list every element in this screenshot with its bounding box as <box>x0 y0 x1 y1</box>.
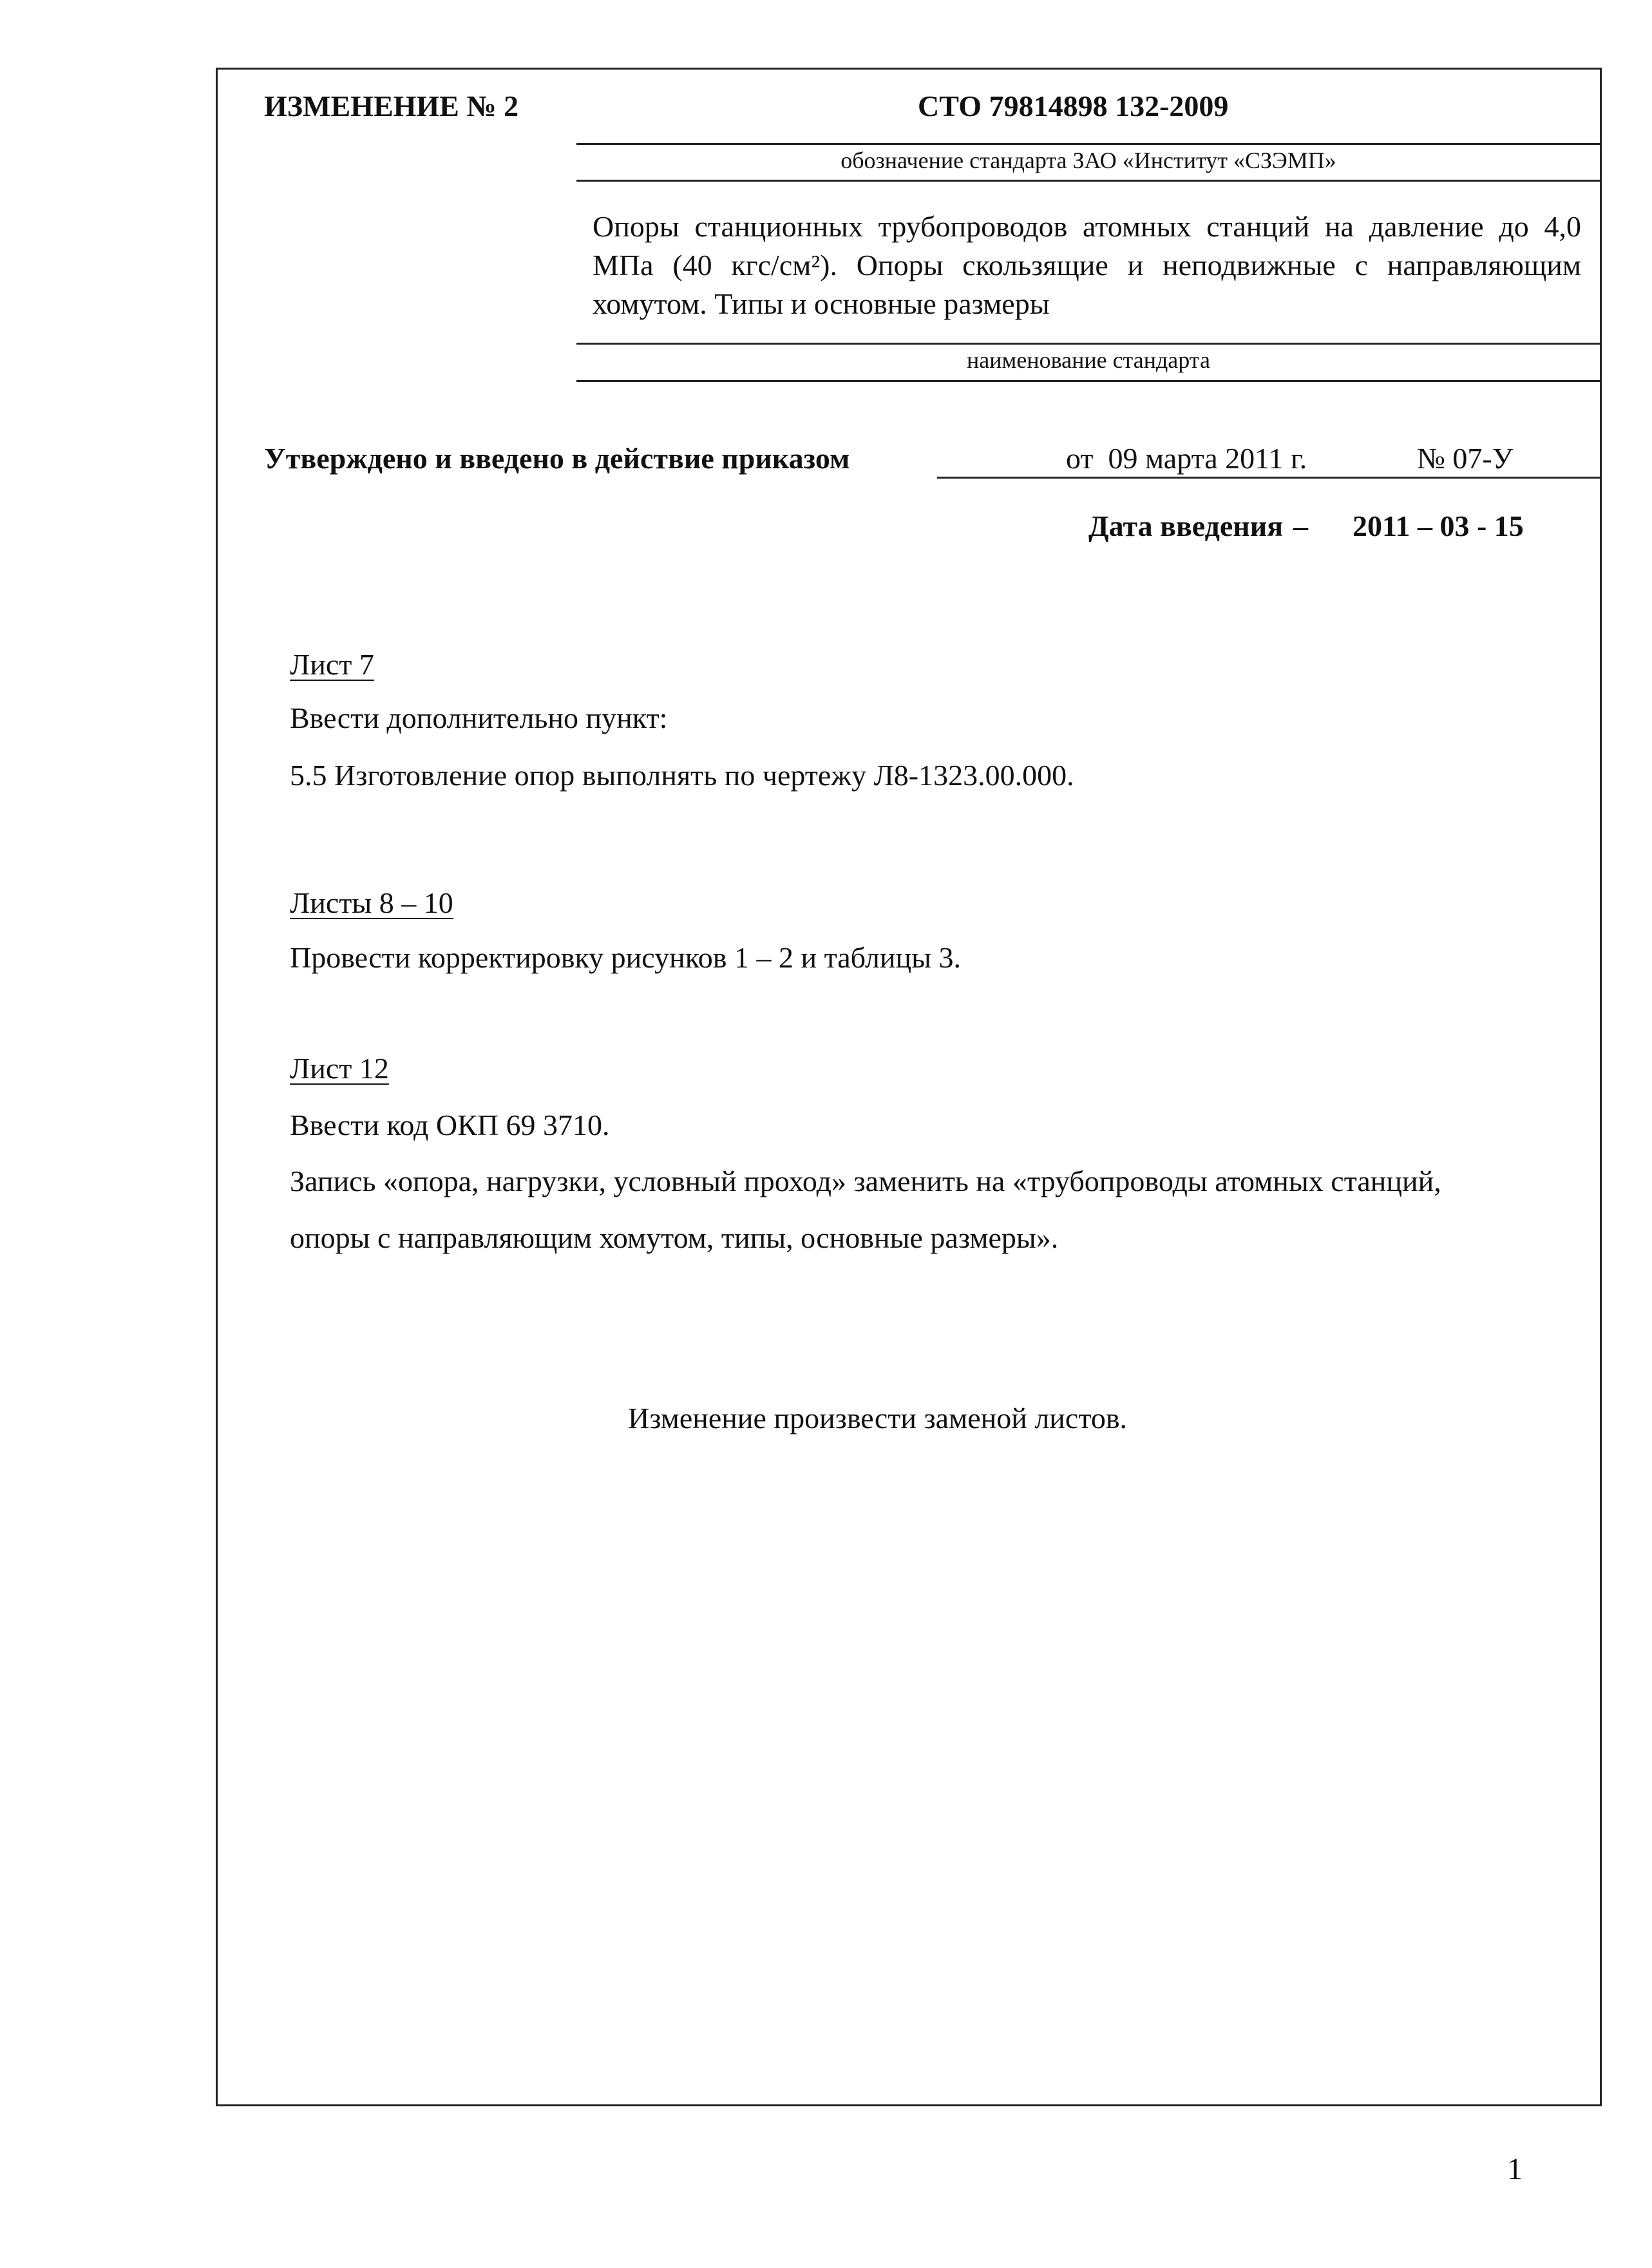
page-number: 1 <box>1507 2152 1523 2186</box>
sheet-heading: Лист 7 <box>290 648 374 681</box>
standard-title-caption: наименование стандарта <box>967 347 1210 373</box>
standard-code-caption: обозначение стандарта ЗАО «Институт «СЗЭМП» <box>840 148 1336 173</box>
approval-date: от 09 марта 2011 г. <box>1066 442 1307 475</box>
standard-code-caption-rule <box>576 180 1600 182</box>
approval-rule <box>937 477 1600 479</box>
sheet-heading: Листы 8 – 10 <box>290 886 453 919</box>
approval-label: Утверждено и введено в действие приказом <box>264 442 850 475</box>
footer-note: Изменение произвести заменой листов. <box>628 1402 1128 1434</box>
section-line: Провести корректировку рисунков 1 – 2 и таблицы 3. <box>290 941 962 974</box>
effective-date: 2011 – 03 - 15 <box>1353 510 1524 542</box>
order-number: № 07-У <box>1417 442 1514 475</box>
change-number-label: ИЗМЕНЕНИЕ № 2 <box>264 90 519 122</box>
section-line: Запись «опора, нагрузки, условный проход» заменить на «трубопроводы атомных станций, <box>290 1165 1441 1197</box>
section-line: 5.5 Изготовление опор выполнять по чертежу Л8-1323.00.000. <box>290 759 1074 792</box>
standard-title-rule <box>576 343 1600 345</box>
section-line: Ввести код ОКП 69 3710. <box>290 1109 610 1141</box>
sheet-heading: Лист 12 <box>290 1052 389 1085</box>
section-line: Ввести дополнительно пункт: <box>290 701 668 734</box>
section-line: опоры с направляющим хомутом, типы, основные размеры». <box>290 1221 1059 1254</box>
effective-date-label: Дата введения <box>1088 510 1284 542</box>
standard-code: СТО 79814898 132-2009 <box>918 90 1229 122</box>
standard-code-rule <box>576 143 1600 145</box>
effective-date-dash: – <box>1293 510 1308 542</box>
standard-title-caption-rule <box>576 380 1600 382</box>
standard-title: Опоры станционных трубопроводов атомных станций на давление до 4,0 МПа (40 кгс/см²). Опоры скользящие и неподвижные с направляющим хомутом. Типы и основные размеры <box>593 210 1581 320</box>
